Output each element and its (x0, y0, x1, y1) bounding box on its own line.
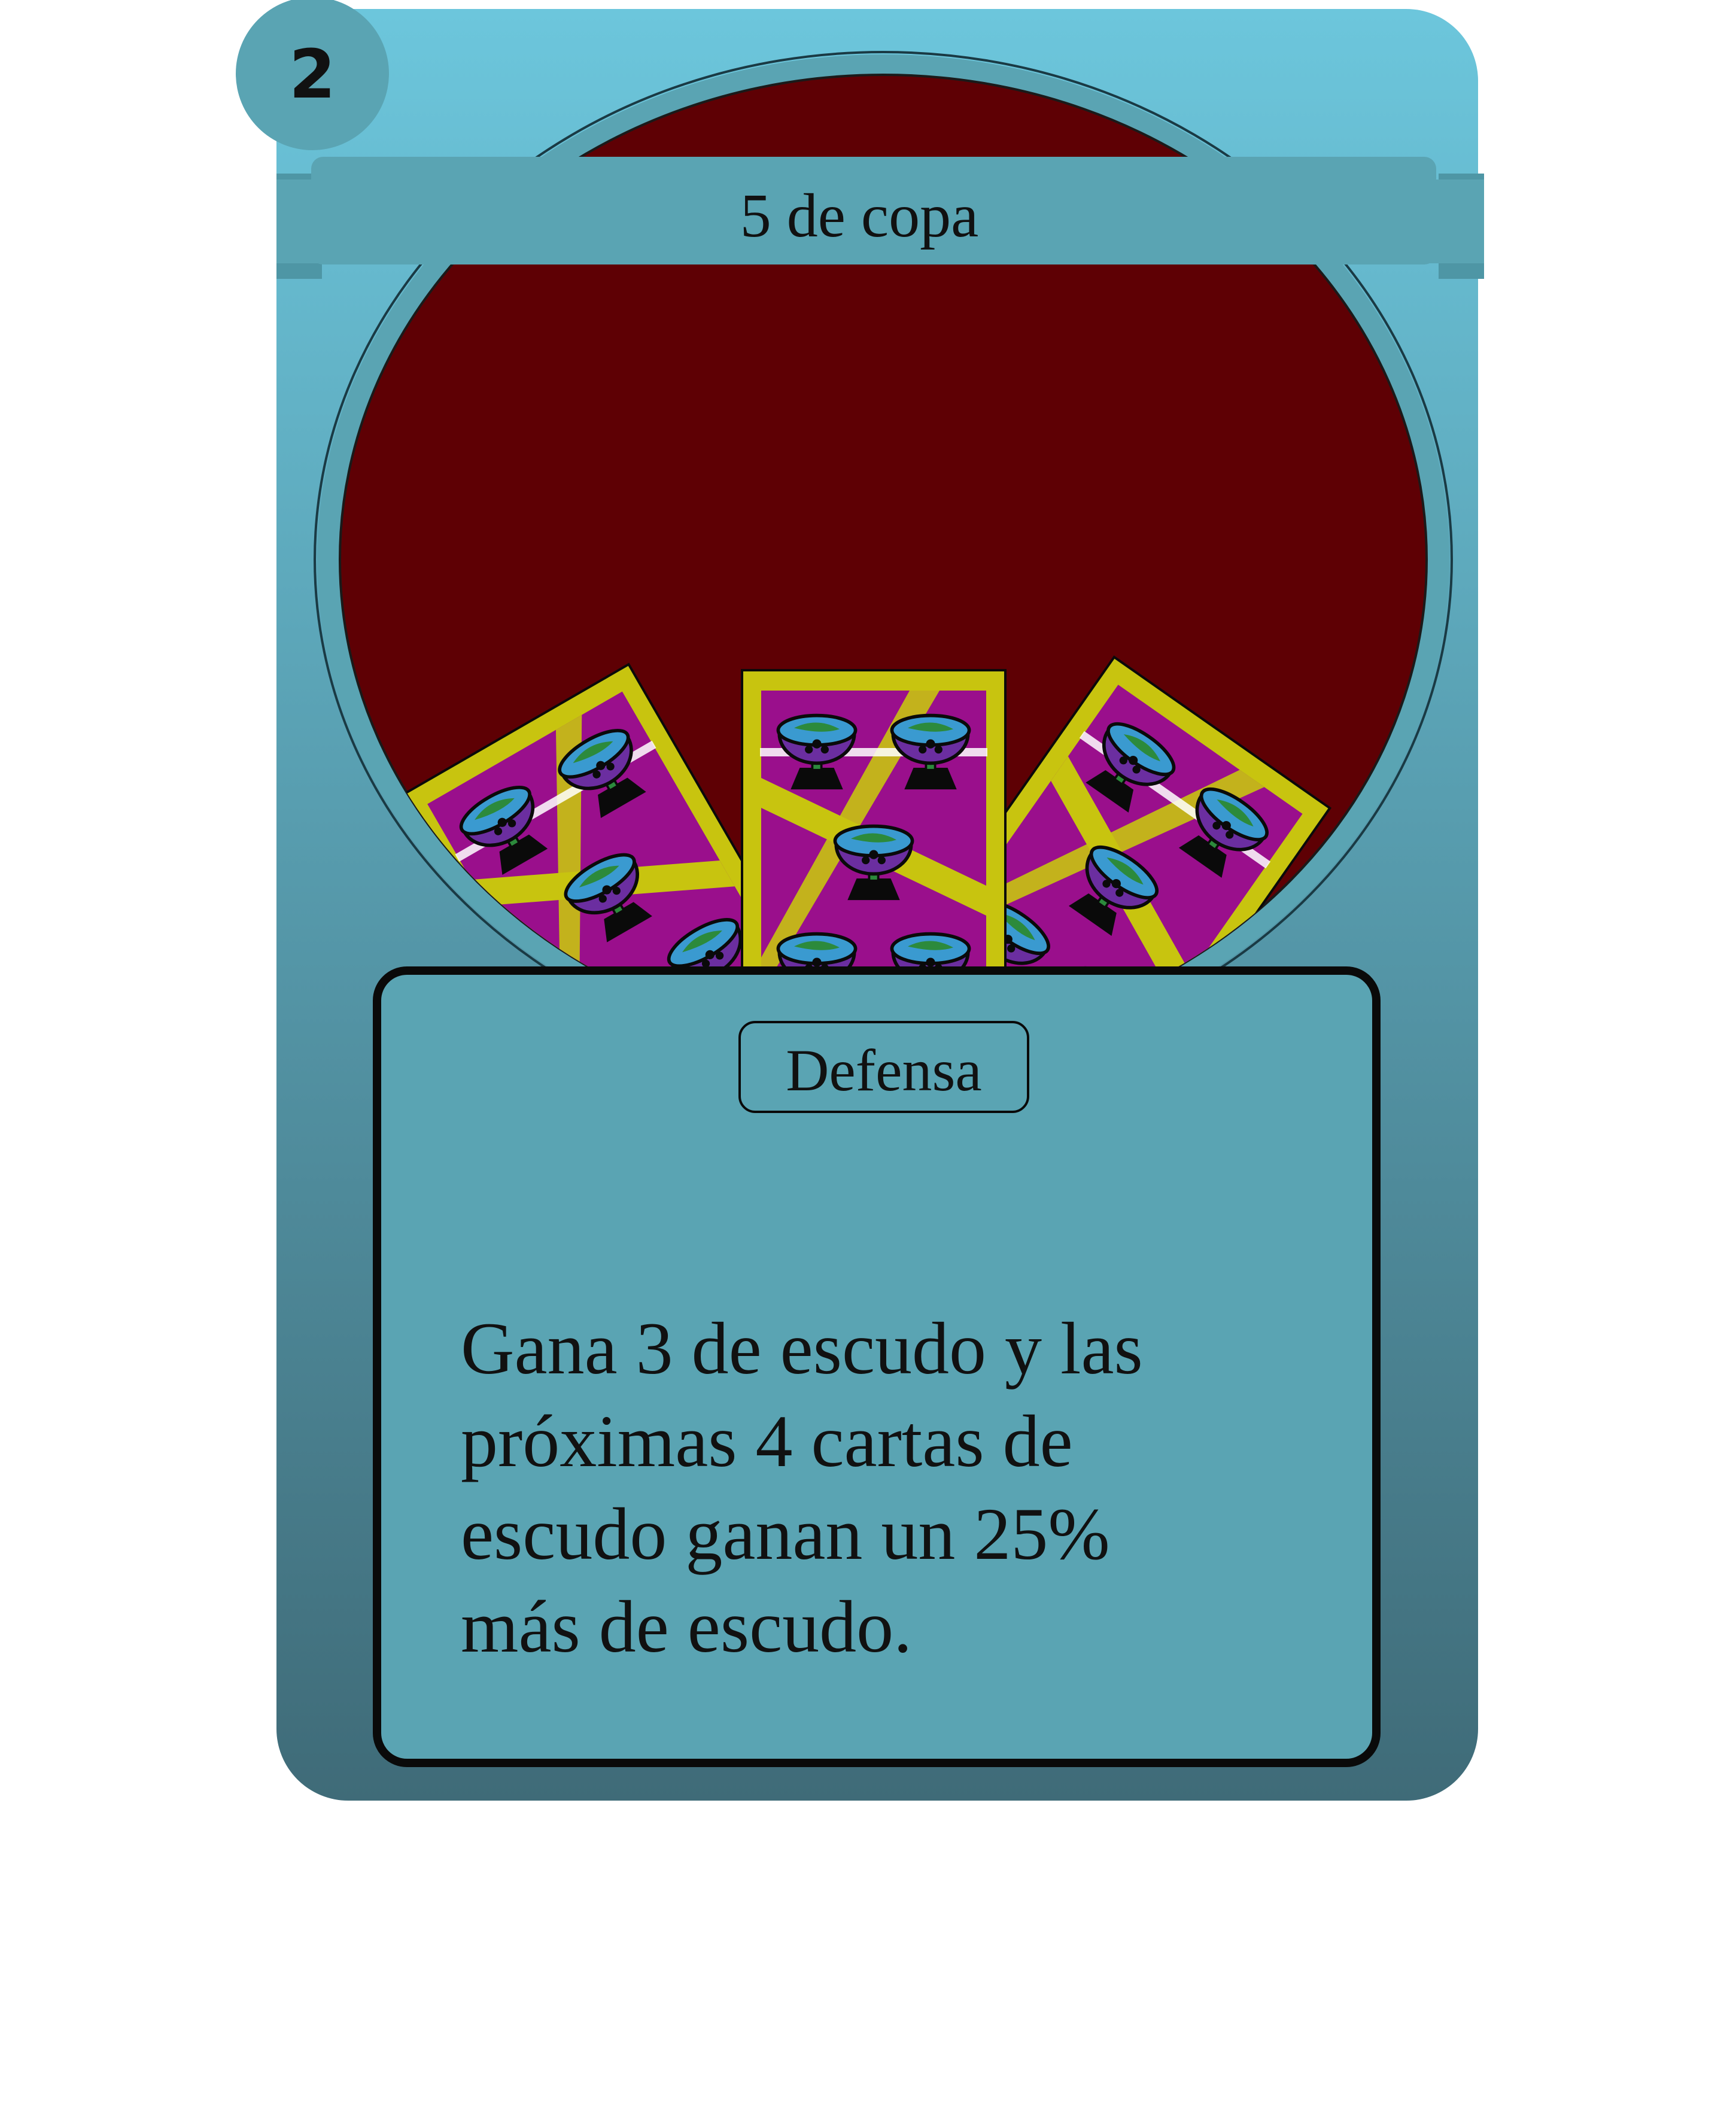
description-line: más de escudo. (461, 1586, 913, 1668)
type-label: Defensa (786, 1037, 982, 1103)
description-line: escudo ganan un 25% (461, 1493, 1110, 1575)
cost-value: 2 (289, 36, 336, 114)
description-line: Gana 3 de escudo y las (461, 1308, 1143, 1390)
card-title: 5 de copa (740, 181, 979, 250)
description-line: próximas 4 cartas de (461, 1400, 1073, 1482)
